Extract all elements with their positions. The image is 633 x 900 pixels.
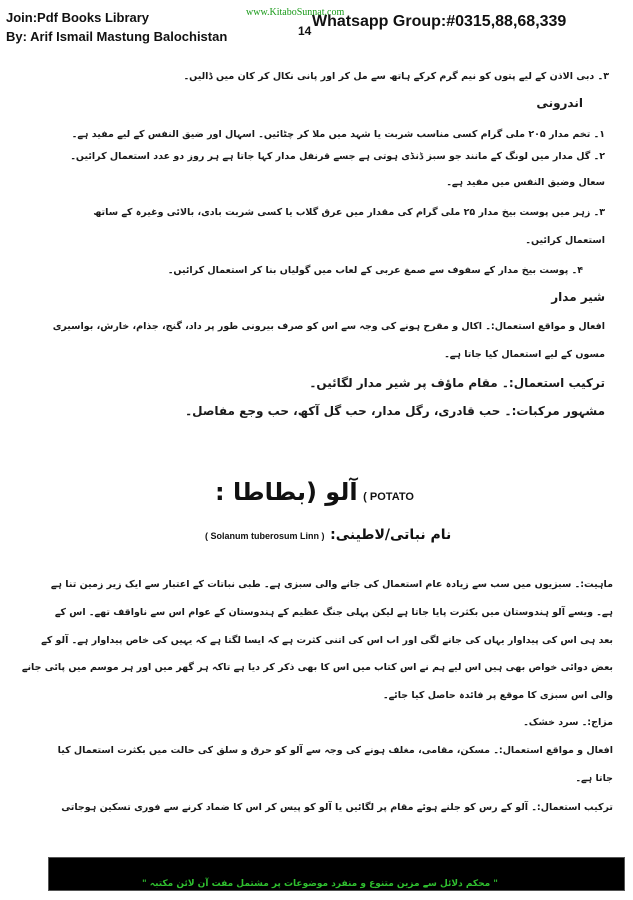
article-title — [215, 478, 414, 506]
botanical-name — [205, 524, 451, 543]
text-line: مسوں کے لیے استعمال کیا جاتا ہے۔ — [444, 349, 605, 360]
text-line: مزاج:۔ سرد خشک۔ — [523, 717, 613, 728]
botanical-latin: ( Solanum tuberosum Linn ) — [205, 531, 325, 541]
text-line: ۱۔ تخم مدار ۲۰۵ ملی گرام کسی مناسب شربت یا شہد میں ملا کر چٹائیں۔ اسہال اور ضیق النفس کے لیے مفید ہے۔ — [71, 129, 605, 140]
text-line: ۴۔ پوست بیخ مدار کے سفوف سے صمغ عربی کے لعاب میں گولیاں بنا کر استعمال کرائیں۔ — [167, 265, 583, 276]
title-urdu: آلو (بطاطا : — [215, 478, 358, 506]
text-line: سعال وضیق النفس میں مفید ہے۔ — [446, 177, 605, 188]
text-line: ۳۔ زہر میں پوست بیخ مدار ۲۵ ملی گرام کی مقدار میں عرق گلاب یا کسی شربت بادی، بالائی وغیرہ کے ساتھ — [93, 207, 605, 218]
text-line: بعض دوائی خواص بھی ہیں اس لیے ہم نے اس کتاب میں اس کا بھی ذکر کر دیا ہے تاکہ ہر گھر میں اور ہر موسم میں پائی جانے — [21, 662, 613, 673]
section-heading: شیر مدار — [551, 290, 605, 304]
website-watermark: www.KitaboSunnat.com — [246, 7, 345, 18]
whatsapp-group-text: Whatsapp Group:#0315,88,68,339 — [312, 13, 567, 30]
text-line: ۲۔ گل مدار میں لونگ کے مانند جو سبز ڈنڈی ہوتی ہے جسے قرنفل مدار کہا جاتا ہے ہر روز دو عدد استعمال کرائیں۔ — [70, 151, 605, 162]
page-number: 14 — [298, 24, 312, 38]
text-line: مشہور مرکبات:۔ حب قادری، رگل مدار، حب گل آکھ، حب وجع مفاصل۔ — [185, 404, 605, 418]
header-join-text: Join:Pdf Books Library — [6, 10, 150, 25]
text-line: استعمال کرائیں۔ — [525, 235, 605, 246]
botanical-label: نام نباتی/لاطینی: — [330, 527, 452, 543]
text-line: افعال و مواقع استعمال:۔ مسکن، مقامی، مغلف ہونے کی وجہ سے آلو کو حرق و سلق کی حالت میں بکثرت استعمال کیا — [57, 745, 613, 756]
title-english: POTATO ) — [363, 491, 414, 503]
text-line: ہے۔ ویسے آلو ہندوستان میں بکثرت پایا جاتا ہے لیکن پہلی جنگ عظیم کے ہندوستان کے عوام اس سے ناواقف تھے۔ اس کے — [54, 607, 613, 618]
text-line: بعد ہی اس کی پیداوار یہاں کی جانے لگی اور اب اس کی اتنی کثرت ہے کہ ایسا لگتا ہے کہ یہیں کی خاص پیداوار ہے۔ آلو کے — [41, 635, 613, 646]
footer-banner-text: " محکم دلائل سے مزین متنوع و منفرد موضوعات پر مشتمل مفت آن لائن مکتبہ " — [141, 879, 498, 889]
text-line: افعال و مواقع استعمال:۔ اکال و مقرح ہونے کی وجہ سے اس کو صرف بیرونی طور پر داد، گنج، جذام، خارش، بواسیری — [52, 321, 605, 332]
text-line: والی اس سبزی کا موقع پر فائدہ حاصل کیا جائے۔ — [383, 690, 613, 701]
header-author-text: By: Arif Ismail Mastung Balochistan — [6, 29, 228, 44]
text-line: ۳۔ دبی الاذن کے لیے پتوں کو نیم گرم کرکے ہاتھ سے مل کر اور پانی نکال کر کان میں ڈالیں۔ — [183, 71, 609, 82]
text-line: ترکیب استعمال:۔ آلو کے رس کو جلنے ہوئے مقام پر لگائیں یا آلو کو پیس کر اس کا ضماد کرنے سے فوری تسکین ہوجاتی — [61, 802, 613, 813]
text-line: جاتا ہے۔ — [575, 773, 613, 784]
section-heading: اندرونی — [536, 96, 583, 110]
text-line: ترکیب استعمال:۔ مقام ماؤف پر شیر مدار لگائیں۔ — [309, 376, 605, 390]
text-line: ماہیت:۔ سبزیوں میں سب سے زیادہ عام استعمال کی جانے والی سبزی ہے۔ طبی نباتات کے اعتبار سے ایک زیر زمین تنا ہے — [50, 579, 613, 590]
